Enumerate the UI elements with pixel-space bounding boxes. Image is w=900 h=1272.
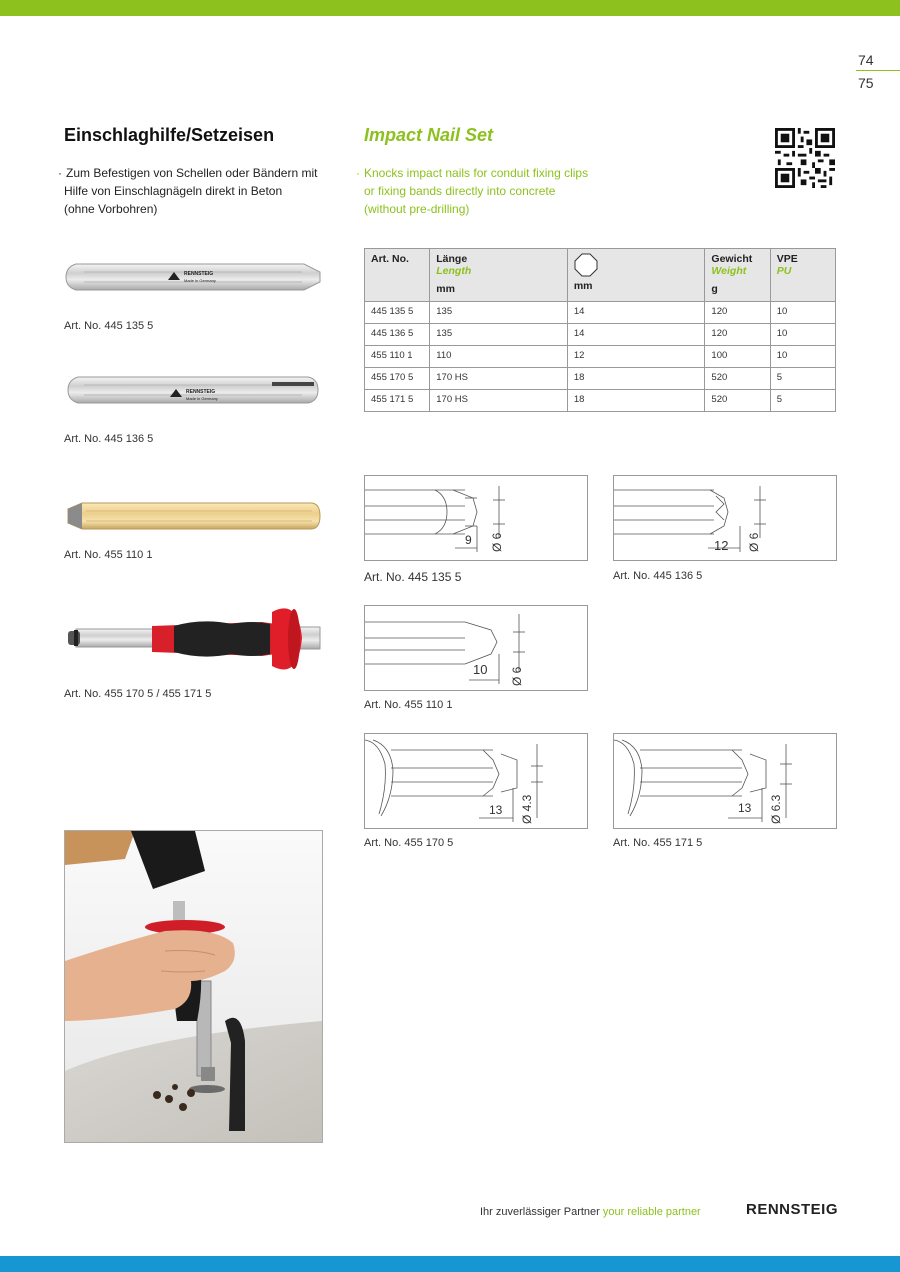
header-weight: Gewicht Weight g bbox=[705, 249, 770, 302]
product-image-445-135-5 bbox=[62, 254, 324, 300]
dimension-diagram bbox=[613, 733, 837, 829]
product-caption: Art. No. 445 136 5 bbox=[64, 433, 154, 445]
dimension-length: 13 bbox=[489, 803, 503, 817]
cell-pu: 10 bbox=[770, 346, 835, 368]
cell-art: 445 136 5 bbox=[365, 324, 430, 346]
product-image-455-110-1 bbox=[62, 494, 324, 540]
product-stamp: Made in Germany bbox=[184, 278, 216, 283]
table-row bbox=[365, 390, 836, 412]
cell-pu: 10 bbox=[770, 302, 835, 324]
cell-size: 14 bbox=[567, 302, 705, 324]
dimension-diameter: Ø 4.3 bbox=[520, 794, 534, 824]
dimension-diagram bbox=[364, 605, 588, 691]
header-length: Länge Length mm bbox=[430, 249, 568, 302]
cell-art: 455 170 5 bbox=[365, 368, 430, 390]
cell-length: 110 bbox=[430, 346, 568, 368]
diagram-caption: Art. No. 455 171 5 bbox=[613, 837, 703, 849]
title-german: Einschlaghilfe/Setzeisen bbox=[64, 125, 275, 145]
cell-pu: 10 bbox=[770, 324, 835, 346]
footer-tagline bbox=[480, 1206, 701, 1218]
cell-length: 135 bbox=[430, 302, 568, 324]
product-image-445-136-5 bbox=[62, 367, 324, 413]
cell-size: 12 bbox=[567, 346, 705, 368]
product-caption: Art. No. 445 135 5 bbox=[64, 320, 154, 332]
header-pu: VPE PU bbox=[770, 249, 835, 302]
product-stamp: Made in Germany bbox=[186, 396, 218, 401]
product-image-455-170-5 bbox=[62, 596, 324, 688]
table-header-row bbox=[365, 249, 836, 302]
bottom-accent-bar bbox=[0, 1256, 900, 1272]
dimension-diameter: Ø 6.3 bbox=[769, 794, 783, 824]
page-number-left: 74 bbox=[858, 52, 874, 68]
brand-logo: RENNSTEIG bbox=[746, 1201, 839, 1218]
cell-weight: 520 bbox=[705, 368, 770, 390]
top-accent-bar bbox=[0, 0, 900, 16]
dimension-diagram bbox=[364, 475, 588, 561]
table-row bbox=[365, 368, 836, 390]
cell-pu: 5 bbox=[770, 368, 835, 390]
dimension-diagram bbox=[364, 733, 588, 829]
product-caption: Art. No. 455 110 1 bbox=[64, 549, 153, 561]
product-stamp: RENNSTEIG bbox=[184, 271, 214, 277]
product-caption: Art. No. 455 170 5 / 455 171 5 bbox=[64, 688, 212, 700]
application-photo bbox=[64, 830, 323, 1143]
dimension-diameter: Ø 6 bbox=[747, 532, 761, 552]
cell-size: 18 bbox=[567, 390, 705, 412]
title-english: Impact Nail Set bbox=[364, 125, 494, 145]
cell-weight: 120 bbox=[705, 302, 770, 324]
diagram-caption: Art. No. 445 136 5 bbox=[613, 570, 703, 582]
description-german: · Zum Befestigen von Schellen oder Bändern mit Hilfe von Einschlagnägeln direkt in Beton (ohne Vorbohren) bbox=[58, 164, 348, 218]
cell-length: 170 HS bbox=[430, 368, 568, 390]
cell-length: 135 bbox=[430, 324, 568, 346]
description-en-line: (without pre-drilling) bbox=[364, 202, 470, 216]
cell-pu: 5 bbox=[770, 390, 835, 412]
specification-table bbox=[364, 248, 836, 412]
description-en-line: or fixing bands directly into concrete bbox=[364, 184, 556, 198]
table-row bbox=[365, 346, 836, 368]
footer-tagline-de: Ihr zuverlässiger Partner bbox=[480, 1206, 600, 1218]
dimension-diameter: Ø 6 bbox=[510, 666, 524, 686]
cell-art: 445 135 5 bbox=[365, 302, 430, 324]
product-stamp: RENNSTEIG bbox=[186, 389, 216, 395]
header-art-no: Art. No. bbox=[365, 249, 430, 302]
cell-size: 18 bbox=[567, 368, 705, 390]
description-de-line: Hilfe von Einschlagnägeln direkt in Beton bbox=[64, 184, 283, 198]
cell-art: 455 110 1 bbox=[365, 346, 430, 368]
cell-length: 170 HS bbox=[430, 390, 568, 412]
cell-art: 455 171 5 bbox=[365, 390, 430, 412]
description-de-line: (ohne Vorbohren) bbox=[64, 202, 158, 216]
cell-weight: 100 bbox=[705, 346, 770, 368]
table-row bbox=[365, 302, 836, 324]
description-de-line: Zum Befestigen von Schellen oder Bändern mit bbox=[66, 166, 318, 180]
description-english: · Knocks impact nails for conduit fixing clips or fixing bands directly into concrete (without pre-drilling) bbox=[356, 164, 646, 218]
diagram-caption: Art. No. 455 110 1 bbox=[364, 699, 453, 711]
qr-code-icon bbox=[775, 128, 835, 188]
dimension-length: 9 bbox=[465, 533, 472, 547]
octagon-icon bbox=[574, 253, 598, 277]
dimension-length: 12 bbox=[714, 538, 729, 553]
page-number-right: 75 bbox=[858, 75, 874, 91]
cell-size: 14 bbox=[567, 324, 705, 346]
dimension-length: 13 bbox=[738, 801, 752, 815]
table-row bbox=[365, 324, 836, 346]
dimension-diameter: Ø 6 bbox=[490, 532, 504, 552]
footer-tagline-en: your reliable partner bbox=[602, 1206, 701, 1218]
dimension-length: 10 bbox=[473, 662, 488, 677]
description-en-line: Knocks impact nails for conduit fixing clips bbox=[364, 166, 589, 180]
diagram-caption: Art. No. 445 135 5 bbox=[364, 570, 462, 584]
dimension-diagram bbox=[613, 475, 837, 561]
diagram-caption: Art. No. 455 170 5 bbox=[364, 837, 454, 849]
header-size: mm bbox=[567, 249, 705, 302]
cell-weight: 120 bbox=[705, 324, 770, 346]
page-number-divider bbox=[856, 70, 900, 71]
cell-weight: 520 bbox=[705, 390, 770, 412]
